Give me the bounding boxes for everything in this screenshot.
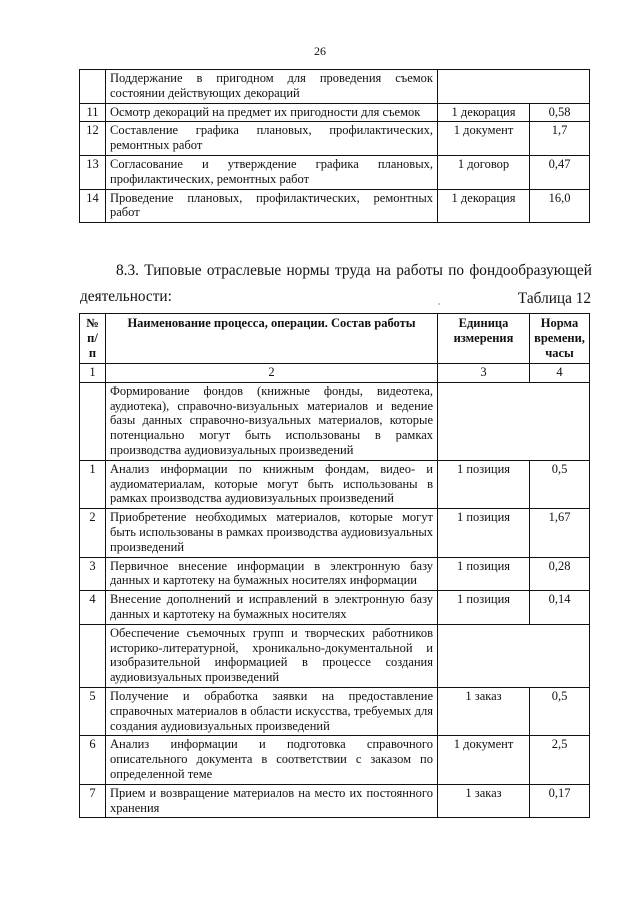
row-number: 12 <box>80 122 106 156</box>
row-norm: 1,67 <box>530 509 590 557</box>
header-name: Наименование процесса, операции. Состав работы <box>106 314 438 364</box>
row-number: 4 <box>80 591 106 625</box>
row-description: Первичное внесение информации в электронную базу данных и картотеку на бумажных носителях информации <box>106 557 438 591</box>
row-unit: 1 заказ <box>438 784 530 818</box>
group-title: Обеспечение съемочных групп и творческих работников историко-литературной, хроникально-документальной и изобразительной информацией в процессе создания аудиовизуальных произведений <box>106 624 438 687</box>
table-row <box>80 155 590 189</box>
header-unit: Единица измерения <box>438 314 530 364</box>
row-description: Прием и возвращение материалов на место их постоянного хранения <box>106 784 438 818</box>
row-description: Поддержание в пригодном для проведения съемок состоянии действующих декораций <box>106 70 438 104</box>
table-row <box>80 591 590 625</box>
norms-table-12 <box>79 313 590 818</box>
table-row <box>80 189 590 223</box>
group-row <box>80 382 590 460</box>
row-unit: 1 позиция <box>438 591 530 625</box>
column-index-4: 4 <box>530 364 590 383</box>
group-title: Формирование фондов (книжные фонды, видеотека, аудиотека), справочно-визуальных материалов и ведение базы данных справочно-визуальных материалов, которые потенциально могут быть использованы в рамках производства аудиовизуальных произведений <box>106 382 438 460</box>
row-number: 14 <box>80 189 106 223</box>
row-description: Внесение дополнений и исправлений в электронную базу данных и картотеку на бумажных носителях <box>106 591 438 625</box>
table-row <box>80 736 590 784</box>
header-norm: Норма времени, часы <box>530 314 590 364</box>
row-number <box>80 70 106 104</box>
row-unit: 1 заказ <box>438 687 530 735</box>
column-index-row <box>80 364 590 383</box>
column-index-2: 2 <box>106 364 438 383</box>
row-number: 2 <box>80 509 106 557</box>
row-description: Анализ информации по книжным фондам, видео- и аудиоматериалам, которые могут быть использованы в рамках производства аудиовизуальных произведений <box>106 460 438 508</box>
row-number: 7 <box>80 784 106 818</box>
row-norm: 16,0 <box>530 189 590 223</box>
column-index-3: 3 <box>438 364 530 383</box>
row-description: Проведение плановых, профилактических, ремонтных работ <box>106 189 438 223</box>
row-description: Получение и обработка заявки на предоставление справочных материалов в области искусства, требуемых для создания аудиовизуальных произведений <box>106 687 438 735</box>
row-norm: 0,5 <box>530 460 590 508</box>
row-number: 5 <box>80 687 106 735</box>
row-unit <box>438 70 590 104</box>
row-description: Осмотр декораций на предмет их пригодности для съемок <box>106 103 438 122</box>
scan-dot <box>438 303 440 305</box>
row-unit: 1 договор <box>438 155 530 189</box>
table-row <box>80 103 590 122</box>
table-row <box>80 122 590 156</box>
row-norm: 0,28 <box>530 557 590 591</box>
row-number: 13 <box>80 155 106 189</box>
group-empty <box>438 382 590 460</box>
group-number <box>80 624 106 687</box>
row-description: Приобретение необходимых материалов, которые могут быть использованы в рамках производства аудиовизуальных произведений <box>106 509 438 557</box>
row-description: Составление графика плановых, профилактических, ремонтных работ <box>106 122 438 156</box>
row-number: 11 <box>80 103 106 122</box>
table-caption: Таблица 12 <box>517 290 591 307</box>
section-heading-paragraph: 8.3. Типовые отраслевые нормы труда на работы по фондообразующей деятельности: <box>80 262 592 306</box>
table-row <box>80 509 590 557</box>
row-number: 6 <box>80 736 106 784</box>
table-row <box>80 70 590 104</box>
row-norm: 0,47 <box>530 155 590 189</box>
table-row <box>80 687 590 735</box>
row-unit: 1 документ <box>438 736 530 784</box>
table-row <box>80 460 590 508</box>
row-description: Согласование и утверждение графика плановых, профилактических, ремонтных работ <box>106 155 438 189</box>
row-unit: 1 позиция <box>438 509 530 557</box>
column-index-1: 1 <box>80 364 106 383</box>
table-row <box>80 784 590 818</box>
row-norm: 0,58 <box>530 103 590 122</box>
row-unit: 1 декорация <box>438 103 530 122</box>
header-number: № п/п <box>80 314 106 364</box>
table-row <box>80 557 590 591</box>
row-number: 1 <box>80 460 106 508</box>
row-description: Анализ информации и подготовка справочного описательного документа в соответствии с заказом по определенной теме <box>106 736 438 784</box>
group-row <box>80 624 590 687</box>
row-unit: 1 позиция <box>438 460 530 508</box>
row-unit: 1 документ <box>438 122 530 156</box>
group-number <box>80 382 106 460</box>
row-number: 3 <box>80 557 106 591</box>
page-number: 26 <box>314 44 326 58</box>
row-norm: 0,17 <box>530 784 590 818</box>
row-norm: 0,5 <box>530 687 590 735</box>
row-unit: 1 позиция <box>438 557 530 591</box>
header-row <box>80 314 590 364</box>
row-unit: 1 декорация <box>438 189 530 223</box>
group-empty <box>438 624 590 687</box>
row-norm: 2,5 <box>530 736 590 784</box>
norms-table-continued <box>79 69 590 223</box>
row-norm: 0,14 <box>530 591 590 625</box>
row-norm: 1,7 <box>530 122 590 156</box>
